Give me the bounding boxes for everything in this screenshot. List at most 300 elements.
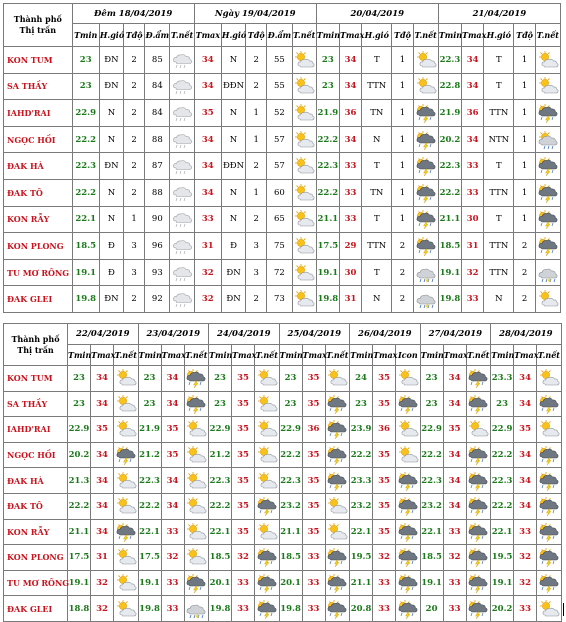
table-row <box>4 570 562 596</box>
cell-value: 18.5 <box>72 233 99 260</box>
cell-value: 92 <box>145 286 170 313</box>
tmax-value: 35 <box>373 442 396 468</box>
tmax-value: 34 <box>91 442 114 468</box>
tmin-value: 19.1 <box>68 570 91 596</box>
city-name: KON PLONG <box>4 233 73 260</box>
sun-cloud-icon <box>184 468 209 494</box>
cell-value: 2 <box>246 206 267 233</box>
tmin-value: 22.9 <box>420 417 443 443</box>
column-header: Tđộ <box>514 24 535 47</box>
day-header: 23/04/2019 <box>138 324 209 345</box>
thunder-icon <box>466 366 491 392</box>
tmin-value: 21.1 <box>350 570 373 596</box>
cell-value: 2 <box>124 126 145 153</box>
cell-value: TTN <box>484 259 514 286</box>
thunder-icon <box>255 596 280 622</box>
tmin-value: 22.9 <box>279 417 302 443</box>
table-row <box>4 179 561 206</box>
tmin-value: 23.2 <box>279 493 302 519</box>
column-header: Tmax <box>161 345 184 366</box>
sun-cloud-icon <box>535 73 560 100</box>
cell-value: 2 <box>124 100 145 127</box>
cell-value: 21.1 <box>316 206 339 233</box>
header-city-line1: Thành phố <box>11 333 60 344</box>
column-header: T.nết <box>466 345 491 366</box>
day-header: 24/04/2019 <box>209 324 280 345</box>
tmax-value: 35 <box>302 366 325 392</box>
text-cursor <box>563 603 564 616</box>
table-row <box>4 100 561 127</box>
column-header: Tmin <box>279 345 302 366</box>
cell-value: 21.9 <box>438 100 461 127</box>
tmax-value: 35 <box>373 493 396 519</box>
column-header: T.nết <box>325 345 350 366</box>
tmin-value: 21.2 <box>138 442 161 468</box>
sun-cloud-icon <box>292 73 316 100</box>
cell-value: 34 <box>339 73 361 100</box>
column-header: Tmin <box>316 24 339 47</box>
table-row <box>4 417 562 443</box>
cell-value: 65 <box>267 206 292 233</box>
column-header: Tmin <box>209 345 232 366</box>
tmin-value: 24 <box>350 366 373 392</box>
cell-value: ĐN <box>221 259 245 286</box>
table-row <box>4 47 561 74</box>
city-name: NGỌC HỒI <box>4 442 68 468</box>
tmin-value: 22.2 <box>209 493 232 519</box>
sun-cloud-icon <box>537 417 562 443</box>
column-header: T.nết <box>184 345 209 366</box>
sun-cloud-icon <box>184 519 209 545</box>
sun-cloud-icon <box>255 468 280 494</box>
cell-value: 21.1 <box>438 206 461 233</box>
cell-value: TTN <box>484 179 514 206</box>
cell-value: 60 <box>267 179 292 206</box>
cell-value: 1 <box>392 47 413 74</box>
sun-cloud-icon <box>292 179 316 206</box>
tmax-value: 34 <box>161 493 184 519</box>
thunder-icon <box>325 596 350 622</box>
sun-cloud-icon <box>325 519 350 545</box>
tmax-value: 33 <box>514 519 537 545</box>
city-name: ĐAK HÀ <box>4 468 68 494</box>
tmax-value: 33 <box>232 570 255 596</box>
rain-icon <box>413 259 438 286</box>
thunder-icon <box>537 493 562 519</box>
table-row <box>4 596 562 622</box>
thunder-icon <box>466 493 491 519</box>
rain-icon <box>413 286 438 313</box>
cell-value: N <box>221 100 245 127</box>
cell-value: 1 <box>124 206 145 233</box>
cell-value: 1 <box>514 179 535 206</box>
cell-value: 23 <box>316 47 339 74</box>
thunder-icon <box>114 442 139 468</box>
tmin-value: 22.1 <box>209 519 232 545</box>
cell-value: 31 <box>339 286 361 313</box>
thunder-icon <box>114 519 139 545</box>
cell-value: N <box>99 179 123 206</box>
tmin-value: 23.2 <box>350 493 373 519</box>
tmax-value: 35 <box>232 468 255 494</box>
cell-value: 52 <box>267 100 292 127</box>
sun-cloud-icon <box>184 417 209 443</box>
cell-value: TTN <box>484 100 514 127</box>
sun-cloud-icon <box>292 100 316 127</box>
day-header: 22/04/2019 <box>68 324 139 345</box>
column-header: Đ.ẩm <box>145 24 170 47</box>
cell-value: ĐĐN <box>221 73 245 100</box>
column-header: Tmax <box>514 345 537 366</box>
cell-value: 22.2 <box>316 126 339 153</box>
sun-cloud-icon <box>325 366 350 392</box>
tmin-value: 22.9 <box>209 417 232 443</box>
cell-value: 34 <box>462 126 484 153</box>
tmin-value: 23.9 <box>350 417 373 443</box>
cell-value: 18.5 <box>438 233 461 260</box>
cell-value: 33 <box>462 286 484 313</box>
thunder-icon <box>325 391 350 417</box>
table-row <box>4 366 562 392</box>
cell-value: 23 <box>72 47 99 74</box>
cell-value: 33 <box>462 179 484 206</box>
tmin-value: 22.3 <box>209 468 232 494</box>
city-name: ĐAK HÀ <box>4 153 73 180</box>
tmin-value: 22.2 <box>350 442 373 468</box>
thunder-icon <box>537 391 562 417</box>
thunder-icon <box>535 100 560 127</box>
tmax-value: 35 <box>443 417 466 443</box>
cell-value: 21.9 <box>316 100 339 127</box>
sun-cloud-icon <box>114 545 139 571</box>
cell-value: 1 <box>392 153 413 180</box>
tmin-value: 23 <box>279 366 302 392</box>
cell-value: ĐN <box>99 47 123 74</box>
tmin-value: 19.1 <box>138 570 161 596</box>
sun-cloud-icon <box>255 442 280 468</box>
tmin-value: 18.5 <box>420 545 443 571</box>
column-header: Tmin <box>491 345 514 366</box>
cell-value: 3 <box>124 233 145 260</box>
cell-value: 31 <box>462 233 484 260</box>
sun-cloud-icon <box>396 442 421 468</box>
tmin-value: 23 <box>209 391 232 417</box>
table-row <box>4 206 561 233</box>
thunder-icon <box>466 596 491 622</box>
thunder-icon <box>396 596 421 622</box>
city-name: SA THẦY <box>4 73 73 100</box>
cloud-icon <box>170 47 194 74</box>
tmax-value: 34 <box>443 442 466 468</box>
thunder-icon <box>413 179 438 206</box>
cell-value: N <box>362 126 392 153</box>
tmax-value: 35 <box>91 417 114 443</box>
cell-value: 75 <box>267 233 292 260</box>
sun-cloud-icon <box>114 468 139 494</box>
table-row <box>4 391 562 417</box>
tmax-value: 35 <box>302 391 325 417</box>
cell-value: 34 <box>462 73 484 100</box>
sun-cloud-icon <box>537 366 562 392</box>
cell-value: TTN <box>484 233 514 260</box>
cell-value: 88 <box>145 126 170 153</box>
city-name: KON TUM <box>4 47 73 74</box>
column-header: T.nết <box>292 24 316 47</box>
sun-cloud-icon <box>535 286 560 313</box>
tmin-value: 22.9 <box>491 417 514 443</box>
cell-value: 93 <box>145 259 170 286</box>
tmax-value: 33 <box>161 570 184 596</box>
column-header: Tmax <box>462 24 484 47</box>
cell-value: 33 <box>339 206 361 233</box>
tmax-value: 34 <box>91 468 114 494</box>
day-header: 20/04/2019 <box>316 4 438 24</box>
header-city <box>4 4 73 47</box>
sun-cloud-icon <box>114 596 139 622</box>
tmin-value: 18.5 <box>279 545 302 571</box>
tmax-value: 32 <box>514 545 537 571</box>
tmax-value: 34 <box>161 366 184 392</box>
cell-value: 84 <box>145 73 170 100</box>
city-name: ĐAK GLEI <box>4 596 68 622</box>
tmin-value: 19.5 <box>491 545 514 571</box>
tmin-value: 23 <box>420 391 443 417</box>
cell-value: 2 <box>246 73 267 100</box>
tmax-value: 33 <box>302 596 325 622</box>
column-header: Tmin <box>72 24 99 47</box>
thunder-icon <box>466 391 491 417</box>
cell-value: 1 <box>514 206 535 233</box>
thunder-icon <box>396 391 421 417</box>
table-row <box>4 286 561 313</box>
tmin-value: 23.3 <box>350 468 373 494</box>
tmin-value: 22.2 <box>68 493 91 519</box>
tmax-value: 35 <box>302 442 325 468</box>
cell-value: 1 <box>246 100 267 127</box>
tmin-value: 22.3 <box>138 468 161 494</box>
day-header: 26/04/2019 <box>350 324 421 345</box>
cell-value: 2 <box>392 259 413 286</box>
column-header: Tmax <box>339 24 361 47</box>
table-row <box>4 442 562 468</box>
tmax-value: 32 <box>91 596 114 622</box>
cell-value: ĐN <box>99 286 123 313</box>
tmax-value: 35 <box>232 442 255 468</box>
tmax-value: 34 <box>514 493 537 519</box>
tmin-value: 22.3 <box>279 468 302 494</box>
cell-value: N <box>99 100 123 127</box>
thunder-icon <box>184 391 209 417</box>
tmax-value: 32 <box>232 545 255 571</box>
cell-value: N <box>221 206 245 233</box>
cell-value: 33 <box>339 153 361 180</box>
tmin-value: 20.2 <box>68 442 91 468</box>
tmax-value: 35 <box>232 417 255 443</box>
cell-value: 85 <box>145 47 170 74</box>
column-header: Tđộ <box>246 24 267 47</box>
cell-value: 17.5 <box>316 233 339 260</box>
thunder-icon <box>537 570 562 596</box>
cell-value: 22.2 <box>72 126 99 153</box>
tmin-value: 20.8 <box>350 596 373 622</box>
sun-cloud-icon <box>413 73 438 100</box>
sun-cloud-icon <box>292 47 316 74</box>
tmin-value: 19.1 <box>420 570 443 596</box>
tmax-value: 33 <box>443 519 466 545</box>
cell-value: 90 <box>145 206 170 233</box>
tmin-value: 19.8 <box>279 596 302 622</box>
tmax-value: 35 <box>232 366 255 392</box>
tmax-value: 35 <box>373 468 396 494</box>
thunder-icon <box>537 442 562 468</box>
table-row <box>4 73 561 100</box>
tmin-value: 18.5 <box>209 545 232 571</box>
tmin-value: 17.5 <box>138 545 161 571</box>
cell-value: 84 <box>145 100 170 127</box>
column-header: Đ.ẩm <box>267 24 292 47</box>
header-city-line2: Thị trấn <box>17 344 54 355</box>
cell-value: 22.3 <box>316 153 339 180</box>
cell-value: 2 <box>392 286 413 313</box>
tmax-value: 32 <box>514 570 537 596</box>
city-name: KON RẪY <box>4 206 73 233</box>
thunder-icon <box>396 570 421 596</box>
day-header: Ngày 19/04/2019 <box>194 4 316 24</box>
thunder-icon <box>255 570 280 596</box>
thunder-icon <box>413 126 438 153</box>
tmin-value: 17.5 <box>68 545 91 571</box>
sun-cloud-icon <box>114 417 139 443</box>
thunder-icon <box>255 545 280 571</box>
rain-icon <box>184 596 209 622</box>
cell-value: 22.9 <box>72 100 99 127</box>
cell-value: 2 <box>392 233 413 260</box>
tmax-value: 33 <box>443 570 466 596</box>
cell-value: 2 <box>514 259 535 286</box>
cell-value: 2 <box>124 153 145 180</box>
sun-cloud-icon <box>255 417 280 443</box>
thunder-icon <box>413 153 438 180</box>
cell-value: 19.1 <box>316 259 339 286</box>
tmax-value: 34 <box>91 366 114 392</box>
tmin-value: 21.1 <box>68 519 91 545</box>
table-row <box>4 493 562 519</box>
cell-value: 19.8 <box>72 286 99 313</box>
tmin-value: 22.1 <box>350 519 373 545</box>
table-row <box>4 233 561 260</box>
column-header: T.nết <box>114 345 139 366</box>
tmin-value: 23.2 <box>420 493 443 519</box>
cloud-icon <box>170 259 194 286</box>
cell-value: 3 <box>246 259 267 286</box>
cell-value: T <box>362 206 392 233</box>
sun-cloud-icon <box>292 259 316 286</box>
tmin-value: 23 <box>350 391 373 417</box>
cell-value: 22.2 <box>72 179 99 206</box>
tmax-value: 34 <box>91 391 114 417</box>
day-header: Đêm 18/04/2019 <box>72 4 194 24</box>
cell-value: 1 <box>514 153 535 180</box>
tmin-value: 23.3 <box>491 366 514 392</box>
thunder-icon <box>396 493 421 519</box>
tmin-value: 22.2 <box>138 493 161 519</box>
cell-value: N <box>221 47 245 74</box>
cell-value: 34 <box>194 153 221 180</box>
cell-value: 55 <box>267 73 292 100</box>
sun-cloud-icon <box>325 493 350 519</box>
column-header: T.nết <box>537 345 562 366</box>
cell-value: 30 <box>462 206 484 233</box>
cell-value: T <box>484 153 514 180</box>
thunder-icon <box>535 233 560 260</box>
cell-value: 1 <box>392 206 413 233</box>
thunder-icon <box>466 442 491 468</box>
tmin-value: 18.8 <box>68 596 91 622</box>
tmin-value: 22.2 <box>279 442 302 468</box>
tmax-value: 34 <box>443 391 466 417</box>
column-header: Tđộ <box>392 24 413 47</box>
tmin-value: 23 <box>68 391 91 417</box>
cell-value: Đ <box>221 233 245 260</box>
tmin-value: 20.2 <box>491 596 514 622</box>
cell-value: Đ <box>99 259 123 286</box>
tmin-value: 23 <box>279 391 302 417</box>
cell-value: 36 <box>462 100 484 127</box>
cell-value: 19.1 <box>438 259 461 286</box>
column-header: T.nết <box>170 24 194 47</box>
tmin-value: 22.3 <box>420 468 443 494</box>
day-header: 27/04/2019 <box>420 324 491 345</box>
thunder-icon <box>466 570 491 596</box>
cell-value: N <box>484 286 514 313</box>
cell-value: 2 <box>124 47 145 74</box>
tmin-value: 22.1 <box>491 519 514 545</box>
tmax-value: 35 <box>232 391 255 417</box>
thunder-icon <box>396 468 421 494</box>
tmax-value: 35 <box>514 417 537 443</box>
cell-value: 2 <box>124 73 145 100</box>
tmin-value: 23 <box>138 366 161 392</box>
sun-cloud-icon <box>255 519 280 545</box>
thunder-icon <box>396 519 421 545</box>
tmin-value: 19.5 <box>350 545 373 571</box>
thunder-icon <box>535 179 560 206</box>
cell-value: 72 <box>267 259 292 286</box>
tmax-value: 34 <box>514 468 537 494</box>
cell-value: 35 <box>194 100 221 127</box>
cell-value: 2 <box>124 286 145 313</box>
cell-value: T <box>484 206 514 233</box>
cloud-icon <box>170 206 194 233</box>
cell-value: 2 <box>246 47 267 74</box>
cloud-icon <box>170 126 194 153</box>
tmax-value: 36 <box>302 417 325 443</box>
thunder-icon <box>325 442 350 468</box>
header-city-line2: Thị trấn <box>19 25 57 35</box>
tmin-value: 20.1 <box>279 570 302 596</box>
cell-value: 34 <box>194 179 221 206</box>
thunder-icon <box>466 519 491 545</box>
sun-cloud-icon <box>114 391 139 417</box>
cell-value: 1 <box>392 126 413 153</box>
tmin-value: 23 <box>138 391 161 417</box>
cell-value: 57 <box>267 153 292 180</box>
cell-value: 1 <box>392 100 413 127</box>
tmin-value: 22.3 <box>491 468 514 494</box>
cell-value: 22.2 <box>438 179 461 206</box>
tmax-value: 32 <box>161 545 184 571</box>
cell-value: N <box>362 286 392 313</box>
